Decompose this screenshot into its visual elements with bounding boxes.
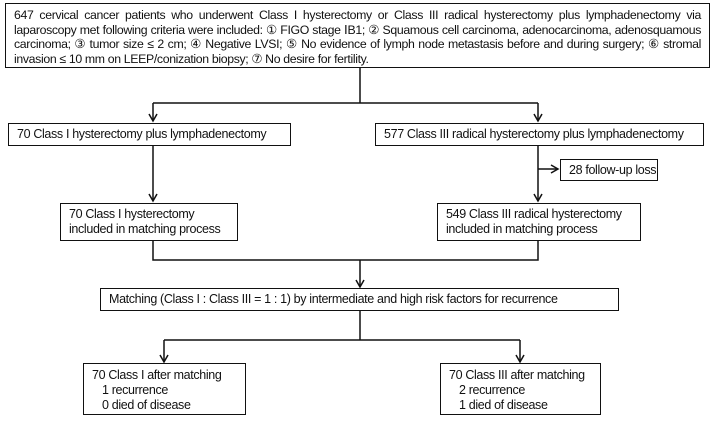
class3-matching-line2: included in matching process [446,222,598,236]
class1-matching-box [60,203,238,241]
class1-died: 0 died of disease [102,398,191,412]
class1-result-line1: 70 Class I after matching [92,368,222,382]
class3-result-line1: 70 Class III after matching [449,368,585,382]
class3-result-box [440,363,601,415]
matching-box [100,288,619,311]
class1-recurrence: 1 recurrence [102,383,168,397]
class1-matching-line1: 70 Class I hysterectomy [69,207,195,221]
follow-up-loss-box [560,159,658,181]
inclusion-criteria-text: 647 cervical cancer patients who underwent Class I hysterectomy or Class III radical hysterectomy plus lymphadenectomy via laparoscopy met following criteria were included: ① FIGO stage ⅠB1; ② Squamous cell carcinoma, adenocarcinoma, adenosquamous carcinoma; ③ tumor size ≤ 2 cm; ④ Negative LVSI; ⑤ No evidence of lymph node metastasis before and during surgery; ⑥ stromal invasion ≤ 10 mm on LEEP/conization biopsy; ⑦ No desire for fertility. [14,8,701,66]
class3-text: 577 Class III radical hysterectomy plus lymphadenectomy [384,127,684,141]
merge-line [153,240,538,260]
matching-text: Matching (Class I : Class III = 1 : 1) by intermediate and high risk factors for recurrence [109,292,558,306]
inclusion-criteria-box [5,3,710,68]
class3-matching-box [437,203,641,241]
class3-box [375,123,704,146]
follow-up-loss-text: 28 follow-up loss [569,163,657,177]
class1-box [8,123,291,146]
class3-died: 1 died of disease [459,398,548,412]
class1-matching-line2: included in matching process [69,222,221,236]
class1-result-box [83,363,246,415]
class3-matching-line1: 549 Class III radical hysterectomy [446,207,622,221]
class3-recurrence: 2 recurrence [459,383,525,397]
class1-text: 70 Class I hysterectomy plus lymphadenectomy [17,127,267,141]
